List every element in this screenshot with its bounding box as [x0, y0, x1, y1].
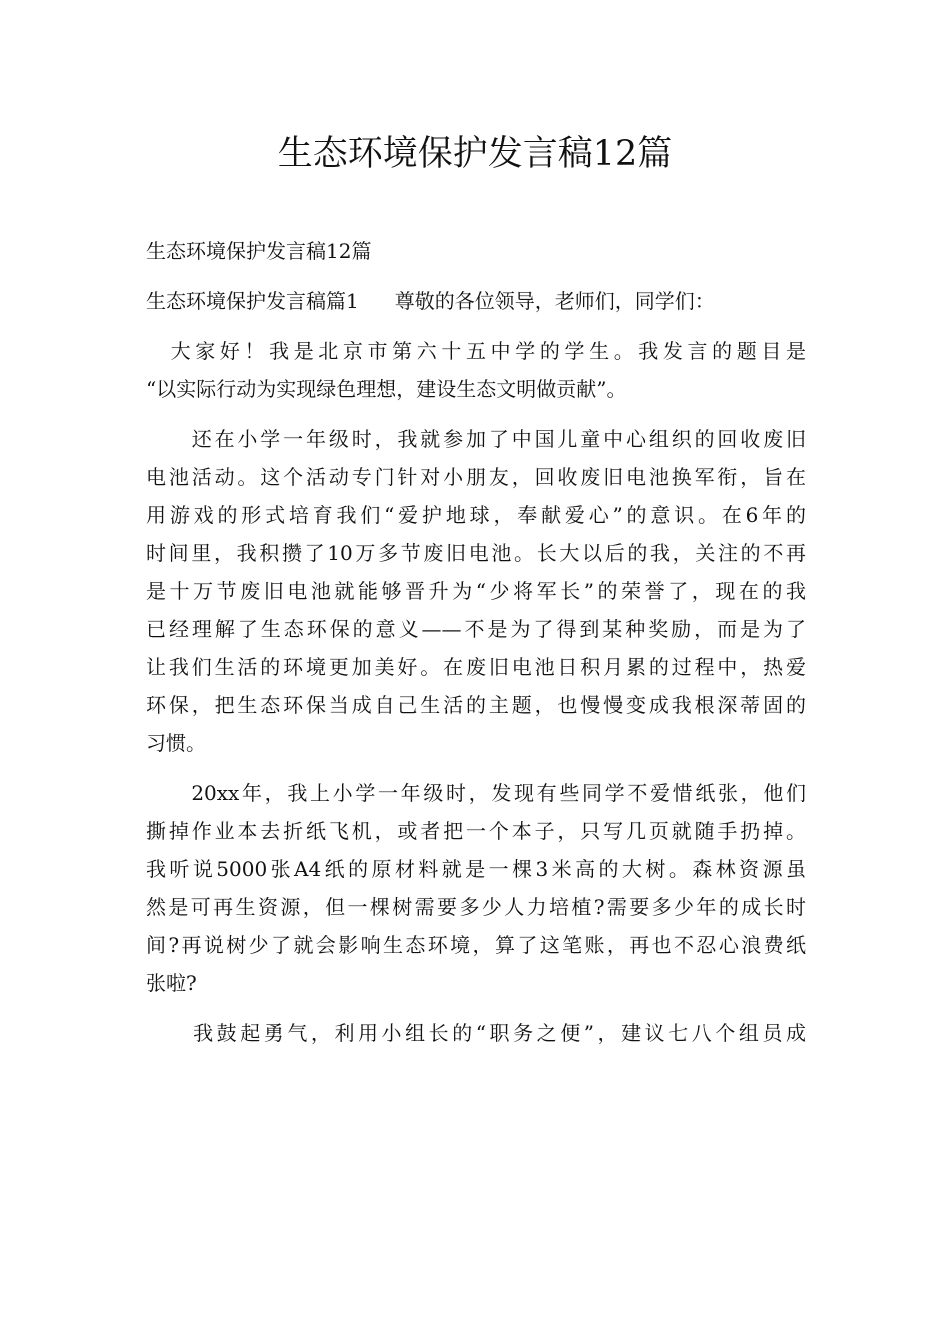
paragraph-line: 是十万节废旧电池就能够晋升为“少将军长”的荣誉了，现在的我 — [146, 579, 806, 603]
paragraph-line: 让我们生活的环境更加美好。在废旧电池日积月累的过程中，热爱 — [146, 655, 806, 679]
paragraph-2 — [146, 420, 806, 762]
paragraph-line: 环保，把生态环保当成自己生活的主题，也慢慢变成我根深蒂固的 — [146, 693, 806, 717]
paragraph-line: 用游戏的形式培育我们“爱护地球，奉献爱心”的意识。在6年的 — [146, 503, 806, 527]
paragraph-line: “以实际行动为实现绿色理想，建设生态文明做贡献”。 — [146, 377, 627, 401]
paragraph-line: 我听说5000张A4纸的原材料就是一棵3米高的大树。森林资源虽 — [146, 857, 806, 881]
paragraph-line: 时间里，我积攒了10万多节废旧电池。长大以后的我，关注的不再 — [146, 541, 806, 565]
paragraph-line: 张啦? — [146, 971, 197, 995]
document-body — [146, 232, 806, 1064]
paragraph-1 — [146, 332, 806, 408]
paragraph-line: 撕掉作业本去折纸飞机，或者把一个本子，只写几页就随手扔掉。 — [146, 819, 806, 843]
paragraph-4 — [146, 1014, 806, 1052]
paragraph-line: 然是可再生资源，但一棵树需要多少人力培植?需要多少年的成长时 — [146, 895, 806, 919]
paragraph-line: 已经理解了生态环保的意义——不是为了得到某种奖励，而是为了 — [146, 617, 806, 641]
paragraph-line: 20xx年，我上小学一年级时，发现有些同学不爱惜纸张，他们 — [146, 781, 806, 805]
paragraph-3 — [146, 774, 806, 1002]
paragraph-line: 大家好！我是北京市第六十五中学的学生。我发言的题目是 — [146, 339, 806, 363]
paragraph-line: 还在小学一年级时，我就参加了中国儿童中心组织的回收废旧 — [146, 427, 806, 451]
section-heading-row — [146, 282, 806, 320]
document-title: 生态环境保护发言稿12篇 — [277, 134, 673, 174]
document-subtitle: 生态环境保护发言稿12篇 — [146, 239, 372, 263]
greeting: 尊敬的各位领导，老师们，同学们： — [394, 289, 715, 313]
paragraph-line: 电池活动。这个活动专门针对小朋友，回收废旧电池换军衔，旨在 — [146, 465, 806, 489]
paragraph-line: 习惯。 — [146, 731, 206, 755]
paragraph-line: 我鼓起勇气，利用小组长的“职务之便”，建议七八个组员成 — [146, 1021, 806, 1045]
section-heading: 生态环境保护发言稿篇1 — [146, 289, 359, 313]
paragraph-line: 间?再说树少了就会影响生态环境，算了这笔账，再也不忍心浪费纸 — [146, 933, 806, 957]
